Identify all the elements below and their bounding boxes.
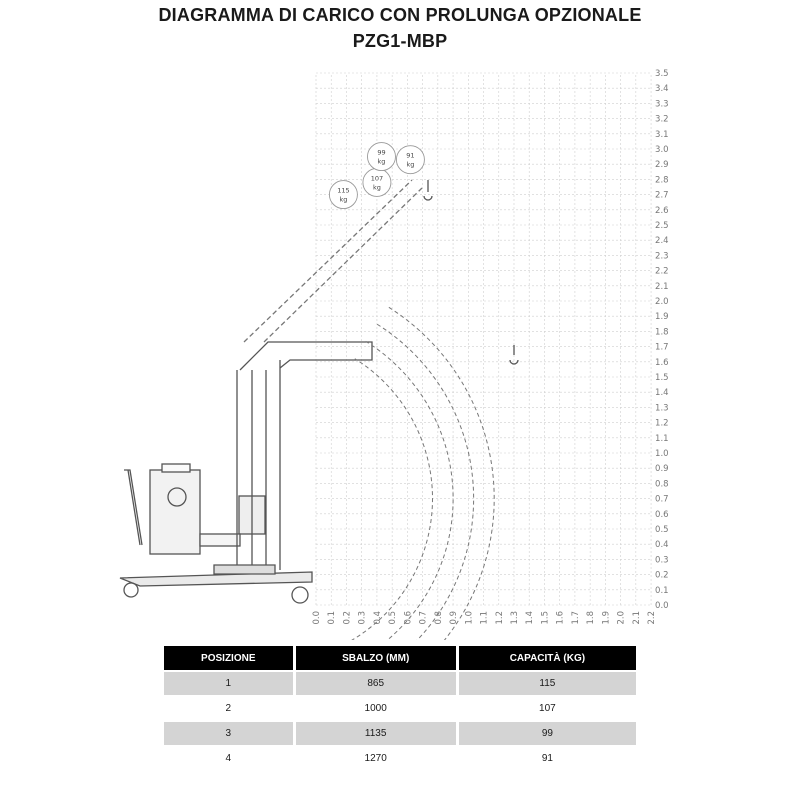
capacity-unit: kg: [372, 183, 381, 192]
capacity-unit: kg: [377, 157, 386, 166]
load-table: [164, 646, 636, 770]
reach-arc-position-3: [364, 324, 474, 640]
y-tick-label: 0.2: [655, 570, 669, 581]
header-sbalzo: SBALZO (MM): [294, 646, 457, 671]
capacity-value: 107: [370, 174, 384, 183]
cell-capacita: 107: [457, 696, 636, 721]
x-tick-label: 2.2: [647, 611, 658, 625]
y-tick-label: 0.8: [655, 479, 669, 490]
y-tick-label: 0.6: [655, 509, 669, 520]
cell-capacita: 91: [457, 746, 636, 770]
y-tick-label: 0.4: [655, 540, 669, 551]
hook-base-icon: [510, 345, 518, 364]
cell-posizione: 1: [164, 671, 294, 696]
y-tick-label: 2.7: [655, 190, 669, 201]
x-tick-label: 1.0: [464, 611, 475, 625]
x-tick-label: 1.8: [586, 611, 597, 625]
y-tick-label: 0.0: [655, 601, 669, 611]
y-axis-ticks: [655, 69, 669, 611]
y-tick-label: 2.5: [655, 221, 669, 231]
reach-arc-position-1: [345, 359, 433, 640]
y-tick-label: 3.2: [655, 114, 669, 125]
x-tick-label: 1.5: [540, 611, 551, 625]
table-header-row: [164, 646, 636, 671]
counterweight-box: [150, 470, 200, 554]
x-tick-label: 2.0: [616, 611, 627, 625]
table-row: [164, 746, 636, 770]
y-tick-label: 0.5: [655, 525, 669, 535]
y-tick-label: 1.5: [655, 373, 669, 383]
y-tick-label: 0.9: [655, 464, 669, 475]
cell-sbalzo: 865: [294, 671, 457, 696]
x-tick-label: 0.2: [342, 611, 353, 625]
table-row: [164, 696, 636, 721]
chart-grid: [316, 73, 651, 605]
capacity-unit: kg: [339, 195, 348, 204]
reach-arcs: [345, 307, 494, 641]
x-tick-label: 0.1: [327, 611, 338, 625]
x-tick-label: 1.9: [601, 611, 612, 625]
cell-posizione: 2: [164, 696, 294, 721]
crane-illustration: [120, 180, 518, 603]
y-tick-label: 2.6: [655, 205, 669, 216]
y-tick-label: 0.3: [655, 555, 669, 566]
y-tick-label: 1.3: [655, 403, 669, 414]
x-tick-label: 0.8: [433, 611, 444, 625]
x-tick-label: 0.0: [312, 611, 322, 625]
table-row: [164, 671, 636, 696]
y-tick-label: 2.8: [655, 175, 669, 186]
cell-capacita: 115: [457, 671, 636, 696]
cell-posizione: 4: [164, 746, 294, 770]
reach-arc-position-2: [355, 341, 454, 640]
x-tick-label: 1.6: [555, 611, 566, 625]
y-tick-label: 2.1: [655, 281, 669, 292]
header-capacita: CAPACITÀ (KG): [457, 646, 636, 671]
x-tick-label: 0.4: [372, 611, 383, 625]
x-tick-label: 0.7: [418, 611, 429, 625]
y-tick-label: 1.2: [655, 418, 669, 429]
front-wheel-icon: [124, 583, 138, 597]
cell-sbalzo: 1000: [294, 696, 457, 721]
y-tick-label: 2.4: [655, 236, 669, 247]
capacity-value: 99: [377, 148, 386, 157]
cell-capacita: 99: [457, 721, 636, 746]
x-tick-label: 1.2: [494, 611, 505, 625]
x-tick-label: 0.6: [403, 611, 414, 625]
cell-sbalzo: 1270: [294, 746, 457, 770]
x-tick-label: 0.3: [357, 611, 368, 625]
y-tick-label: 0.7: [655, 494, 669, 505]
y-tick-label: 0.1: [655, 585, 669, 596]
header-posizione: POSIZIONE: [164, 646, 294, 671]
capacity-unit: kg: [406, 160, 415, 169]
rear-wheel-icon: [292, 587, 308, 603]
y-tick-label: 1.1: [655, 433, 669, 444]
x-tick-label: 1.4: [525, 611, 536, 625]
cell-sbalzo: 1135: [294, 721, 457, 746]
y-tick-label: 3.4: [655, 84, 669, 95]
x-tick-label: 1.3: [509, 611, 520, 625]
table-row: [164, 721, 636, 746]
y-tick-label: 1.6: [655, 357, 669, 368]
cell-posizione: 3: [164, 721, 294, 746]
capacity-value: 115: [337, 186, 350, 195]
y-tick-label: 3.3: [655, 99, 669, 110]
capacity-value: 91: [406, 151, 415, 160]
y-tick-label: 1.0: [655, 449, 669, 459]
y-tick-label: 1.9: [655, 312, 669, 323]
x-tick-label: 0.9: [449, 611, 460, 625]
x-tick-label: 1.7: [570, 611, 581, 625]
y-tick-label: 3.5: [655, 69, 669, 79]
y-tick-label: 1.4: [655, 388, 669, 399]
chart-title: DIAGRAMMA DI CARICO CON PROLUNGA OPZIONALE: [158, 5, 642, 25]
x-tick-label: 0.5: [388, 611, 399, 625]
y-tick-label: 1.8: [655, 327, 669, 338]
x-axis-ticks: [312, 611, 657, 625]
y-tick-label: 3.0: [655, 145, 669, 155]
chart-subtitle: PZG1-MBP: [352, 31, 448, 51]
x-tick-label: 2.1: [631, 611, 642, 625]
y-tick-label: 2.3: [655, 251, 669, 262]
y-tick-label: 2.2: [655, 266, 669, 277]
y-tick-label: 1.7: [655, 342, 669, 353]
y-tick-label: 2.0: [655, 297, 669, 307]
x-tick-label: 1.1: [479, 611, 490, 625]
y-tick-label: 2.9: [655, 160, 669, 171]
hook-extended-icon: [424, 180, 432, 200]
y-tick-label: 3.1: [655, 129, 669, 140]
